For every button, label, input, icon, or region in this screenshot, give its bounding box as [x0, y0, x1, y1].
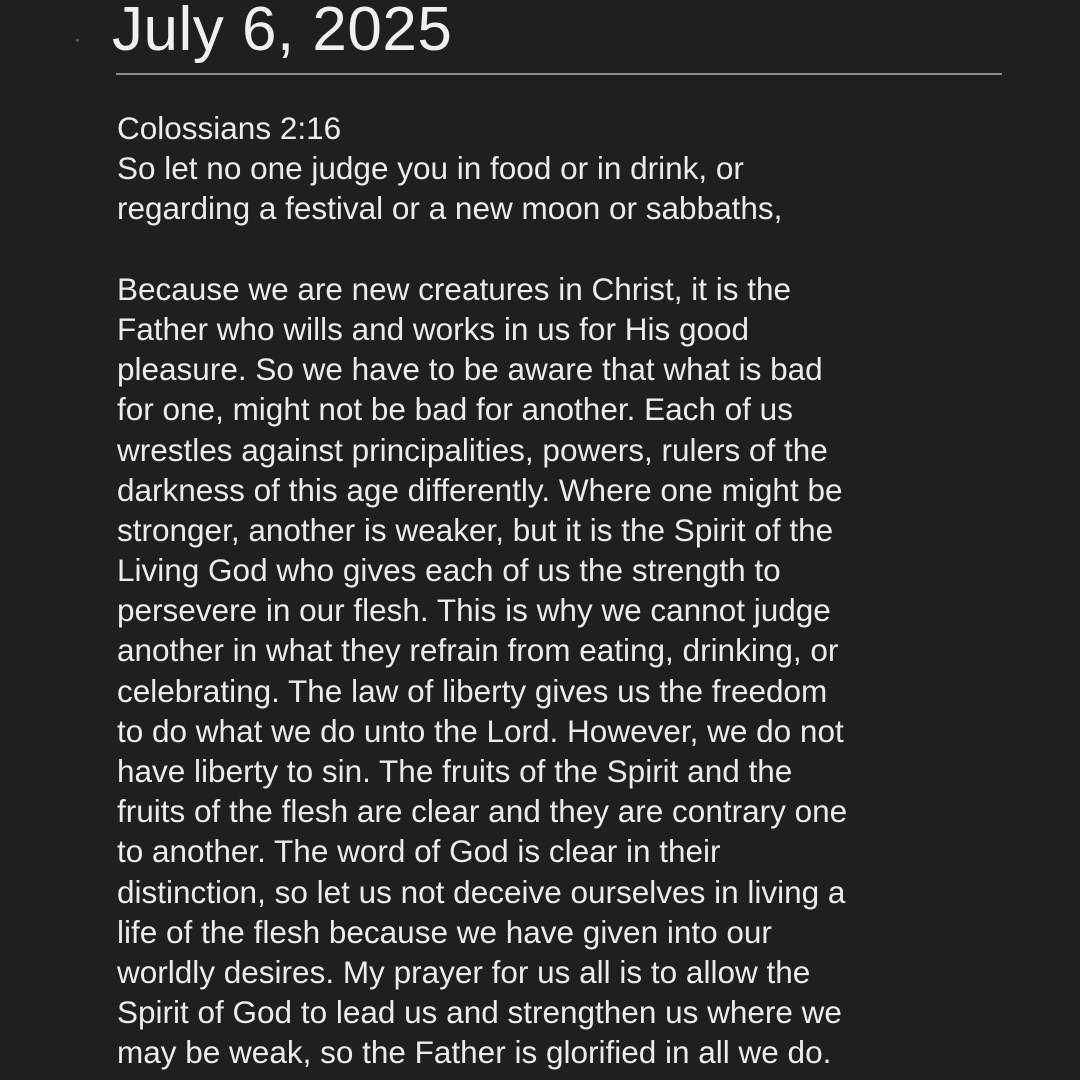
reflection-line: persevere in our flesh. This is why we cannot judge: [117, 592, 831, 629]
reflection-line: fruits of the flesh are clear and they are contrary one: [117, 793, 848, 830]
reflection-line: darkness of this age differently. Where one might be: [117, 471, 843, 508]
reflection-line: Living God who gives each of us the strength to: [117, 552, 781, 589]
devotional-body: [117, 108, 977, 1073]
decorative-dot: [76, 39, 79, 42]
reflection-line: Because we are new creatures in Christ, it is the: [117, 270, 792, 307]
reflection-line: to another. The word of God is clear in their: [117, 833, 721, 870]
reflection-line: for one, might not be bad for another. Each of us: [117, 391, 793, 428]
reflection-line: may be weak, so the Father is glorified in all we do.: [117, 1034, 832, 1071]
scripture-reference: Colossians 2:16: [117, 110, 342, 146]
reflection-line: Spirit of God to lead us and strengthen us where we: [117, 994, 842, 1031]
reflection-line: Father who wills and works in us for His good: [117, 310, 750, 347]
reflection-line: to do what we do unto the Lord. However, we do not: [117, 712, 844, 749]
reflection-line: celebrating. The law of liberty gives us the freedom: [117, 672, 828, 709]
reflection-line: stronger, another is weaker, but it is the Spirit of the: [117, 511, 834, 548]
reflection-line: wrestles against principalities, powers, rulers of the: [117, 431, 828, 468]
paragraph-gap: [117, 229, 977, 269]
reflection-line: worldly desires. My prayer for us all is to allow the: [117, 953, 811, 990]
reflection-line: pleasure. So we have to be aware that what is bad: [117, 351, 823, 388]
reflection-line: life of the flesh because we have given into our: [117, 913, 772, 950]
title-divider: [116, 73, 1002, 75]
reflection-line: distinction, so let us not deceive ourselves in living a: [117, 873, 846, 910]
reflection-line: have liberty to sin. The fruits of the Spirit and the: [117, 753, 793, 789]
verse-line: regarding a festival or a new moon or sabbaths,: [117, 190, 783, 227]
reflection-line: another in what they refrain from eating, drinking, or: [117, 632, 839, 669]
verse-line: So let no one judge you in food or in drink, or: [117, 150, 744, 187]
date-title: July 6, 2025: [112, 0, 453, 64]
